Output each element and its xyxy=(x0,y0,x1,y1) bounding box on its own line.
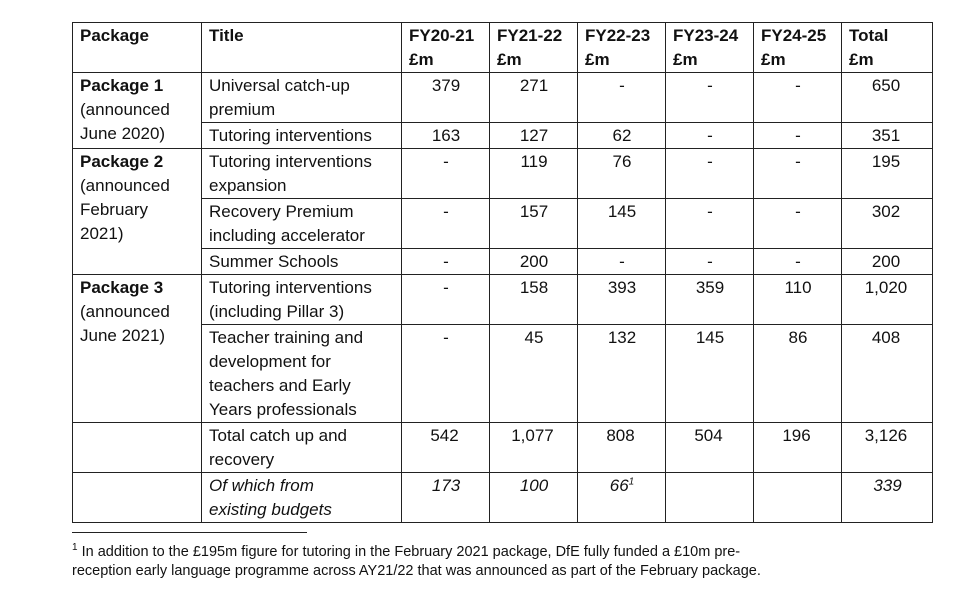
total-cell: 1,020 xyxy=(842,275,933,325)
value-cell xyxy=(666,473,754,523)
value-cell: 119 xyxy=(490,149,578,199)
value-cell: - xyxy=(666,199,754,249)
empty-package-cell xyxy=(73,473,202,523)
value-cell: - xyxy=(402,149,490,199)
value-cell: 542 xyxy=(402,423,490,473)
footnote-line: $^1$ In addition to the £195m figure for tutoring in the February 2021 package, DfE fully funded a £10m pre- xyxy=(72,542,741,560)
row-title: Tutoring interventions xyxy=(202,123,402,149)
package-3-cell: Package 3 (announced June 2021) xyxy=(73,275,202,423)
footnote-number: 1 xyxy=(72,542,78,554)
value-cell: 100 xyxy=(490,473,578,523)
total-cell: 195 xyxy=(842,149,933,199)
value-cell: 271 xyxy=(490,73,578,123)
row-title: Total catch up and recovery xyxy=(202,423,402,473)
value-cell: 76 xyxy=(578,149,666,199)
footnote-divider xyxy=(72,532,307,533)
funding-table xyxy=(72,22,933,523)
value-cell: - xyxy=(666,249,754,275)
package-1-cell: Package 1 (announced June 2020) xyxy=(73,73,202,149)
value-cell: - xyxy=(754,249,842,275)
header-fy22-23: FY22-23 £m xyxy=(578,23,666,73)
value-cell: 145 xyxy=(666,325,754,423)
total-cell: 3,126 xyxy=(842,423,933,473)
value-cell: 379 xyxy=(402,73,490,123)
value-cell: - xyxy=(402,325,490,423)
value-cell: 173 xyxy=(402,473,490,523)
row-title: Recovery Premium including accelerator xyxy=(202,199,402,249)
value-cell: - xyxy=(754,199,842,249)
table-row xyxy=(73,149,933,199)
total-row xyxy=(73,423,933,473)
value-cell: 157 xyxy=(490,199,578,249)
header-package: Package xyxy=(73,23,202,73)
value-cell: - xyxy=(666,149,754,199)
value-cell: - xyxy=(402,249,490,275)
value-cell: $66^1$ xyxy=(578,473,666,523)
header-row xyxy=(73,23,933,73)
value-cell: 1,077 xyxy=(490,423,578,473)
total-cell: 200 xyxy=(842,249,933,275)
value-cell: - xyxy=(578,73,666,123)
value-cell: 393 xyxy=(578,275,666,325)
header-title: Title xyxy=(202,23,402,73)
value-cell: - xyxy=(754,149,842,199)
row-title: Teacher training and development for teachers and Early Years professionals xyxy=(202,325,402,423)
table-row xyxy=(73,325,933,423)
total-cell: 408 xyxy=(842,325,933,423)
existing-budgets-row xyxy=(73,473,933,523)
total-cell: 339 xyxy=(842,473,933,523)
value-cell: 110 xyxy=(754,275,842,325)
row-title: Summer Schools xyxy=(202,249,402,275)
value-cell: 62 xyxy=(578,123,666,149)
value-cell: - xyxy=(666,73,754,123)
header-fy21-22: FY21-22 £m xyxy=(490,23,578,73)
row-title: Universal catch-up premium xyxy=(202,73,402,123)
total-cell: 302 xyxy=(842,199,933,249)
value-cell: 359 xyxy=(666,275,754,325)
package-2-cell: Package 2 (announced February 2021) xyxy=(73,149,202,275)
value-cell: - xyxy=(754,73,842,123)
table-row xyxy=(73,73,933,123)
value-cell: 158 xyxy=(490,275,578,325)
value-cell: 45 xyxy=(490,325,578,423)
table-row xyxy=(73,275,933,325)
value-cell: 196 xyxy=(754,423,842,473)
value-cell: 504 xyxy=(666,423,754,473)
header-fy20-21: FY20-21 £m xyxy=(402,23,490,73)
value-cell: 808 xyxy=(578,423,666,473)
header-fy23-24: FY23-24 £m xyxy=(666,23,754,73)
row-title: Tutoring interventions (including Pillar 3) xyxy=(202,275,402,325)
value-cell: - xyxy=(402,275,490,325)
value-cell: - xyxy=(578,249,666,275)
value-cell: 127 xyxy=(490,123,578,149)
header-fy24-25: FY24-25 £m xyxy=(754,23,842,73)
footnote xyxy=(72,543,872,581)
value-cell: - xyxy=(402,199,490,249)
value-cell: 132 xyxy=(578,325,666,423)
table-row xyxy=(73,249,933,275)
value-cell: 163 xyxy=(402,123,490,149)
row-title: Tutoring interventions expansion xyxy=(202,149,402,199)
table-row xyxy=(73,199,933,249)
value-cell: - xyxy=(666,123,754,149)
value-cell xyxy=(754,473,842,523)
row-title: Of which from existing budgets xyxy=(202,473,402,523)
total-cell: 351 xyxy=(842,123,933,149)
value-cell: 86 xyxy=(754,325,842,423)
footnote-mark: 1 xyxy=(628,476,635,488)
value-cell: - xyxy=(754,123,842,149)
table-row xyxy=(73,123,933,149)
header-total: Total £m xyxy=(842,23,933,73)
footnote-line: reception early language programme across AY21/22 that was announced as part of the February package. xyxy=(72,563,761,579)
value-cell: 200 xyxy=(490,249,578,275)
empty-package-cell xyxy=(73,423,202,473)
value-cell: 145 xyxy=(578,199,666,249)
total-cell: 650 xyxy=(842,73,933,123)
